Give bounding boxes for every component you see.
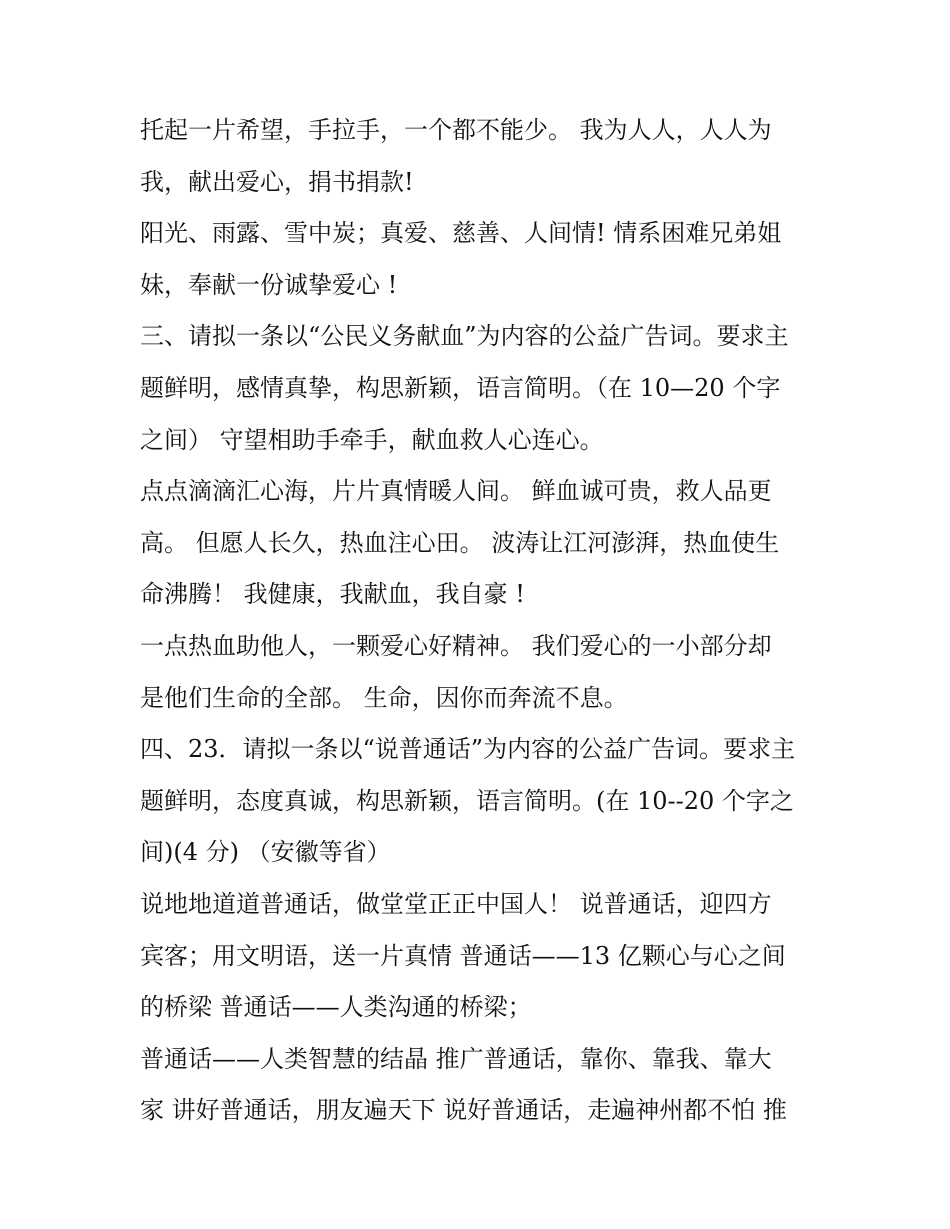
text-line: 题鲜明，态度真诚，构思新颖，语言简明。(在 10--20 个字之 bbox=[140, 786, 794, 815]
text-line: 之间） 守望相助手牵手，献血救人心连心。 bbox=[140, 425, 604, 454]
text-line: 我，献出爱心，捐书捐款! bbox=[140, 167, 414, 196]
text-line: 说地地道道普通话，做堂堂正正中国人！ 说普通话，迎四方 bbox=[140, 889, 772, 918]
document-body bbox=[140, 105, 820, 1137]
text-line: 题鲜明，感情真挚，构思新颖，语言简明。（在 10—20 个字 bbox=[140, 373, 781, 402]
text-line: 宾客；用文明语，送一片真情 普通话——13 亿颗心与心之间 bbox=[140, 941, 786, 970]
text-line: 一点热血助他人，一颗爱心好精神。 我们爱心的一小部分却 bbox=[140, 631, 772, 660]
text-line: 四、23．请拟一条以“说普通话”为内容的公益广告词。要求主 bbox=[140, 735, 796, 764]
text-line: 的桥梁 普通话——人类沟通的桥梁； bbox=[140, 993, 532, 1022]
text-line: 家 讲好普通话，朋友遍天下 说好普通话，走遍神州都不怕 推 bbox=[140, 1096, 787, 1125]
text-line: 三、请拟一条以“公民义务献血”为内容的公益广告词。要求主 bbox=[140, 322, 789, 351]
text-line: 点点滴滴汇心海，片片真情暖人间。 鲜血诚可贵，救人品更 bbox=[140, 477, 772, 506]
text-line: 阳光、雨露、雪中炭；真爱、慈善、人间情! 情系困难兄弟姐 bbox=[140, 219, 782, 248]
text-line: 托起一片希望，手拉手，一个都不能少。 我为人人，人人为 bbox=[140, 116, 772, 144]
text-line: 命沸腾！ 我健康，我献血，我自豪 ! bbox=[140, 580, 525, 609]
text-line: 高。 但愿人长久，热血注心田。 波涛让江河澎湃，热血使生 bbox=[140, 528, 780, 557]
text-line: 间)(4 分) （安徽等省） bbox=[140, 838, 391, 867]
text-line: 妹，奉献一份诚挚爱心 ! bbox=[140, 270, 398, 299]
text-line: 普通话——人类智慧的结晶 推广普通话，靠你、靠我、靠大 bbox=[140, 1044, 772, 1073]
text-line: 是他们生命的全部。 生命，因你而奔流不息。 bbox=[140, 683, 628, 712]
